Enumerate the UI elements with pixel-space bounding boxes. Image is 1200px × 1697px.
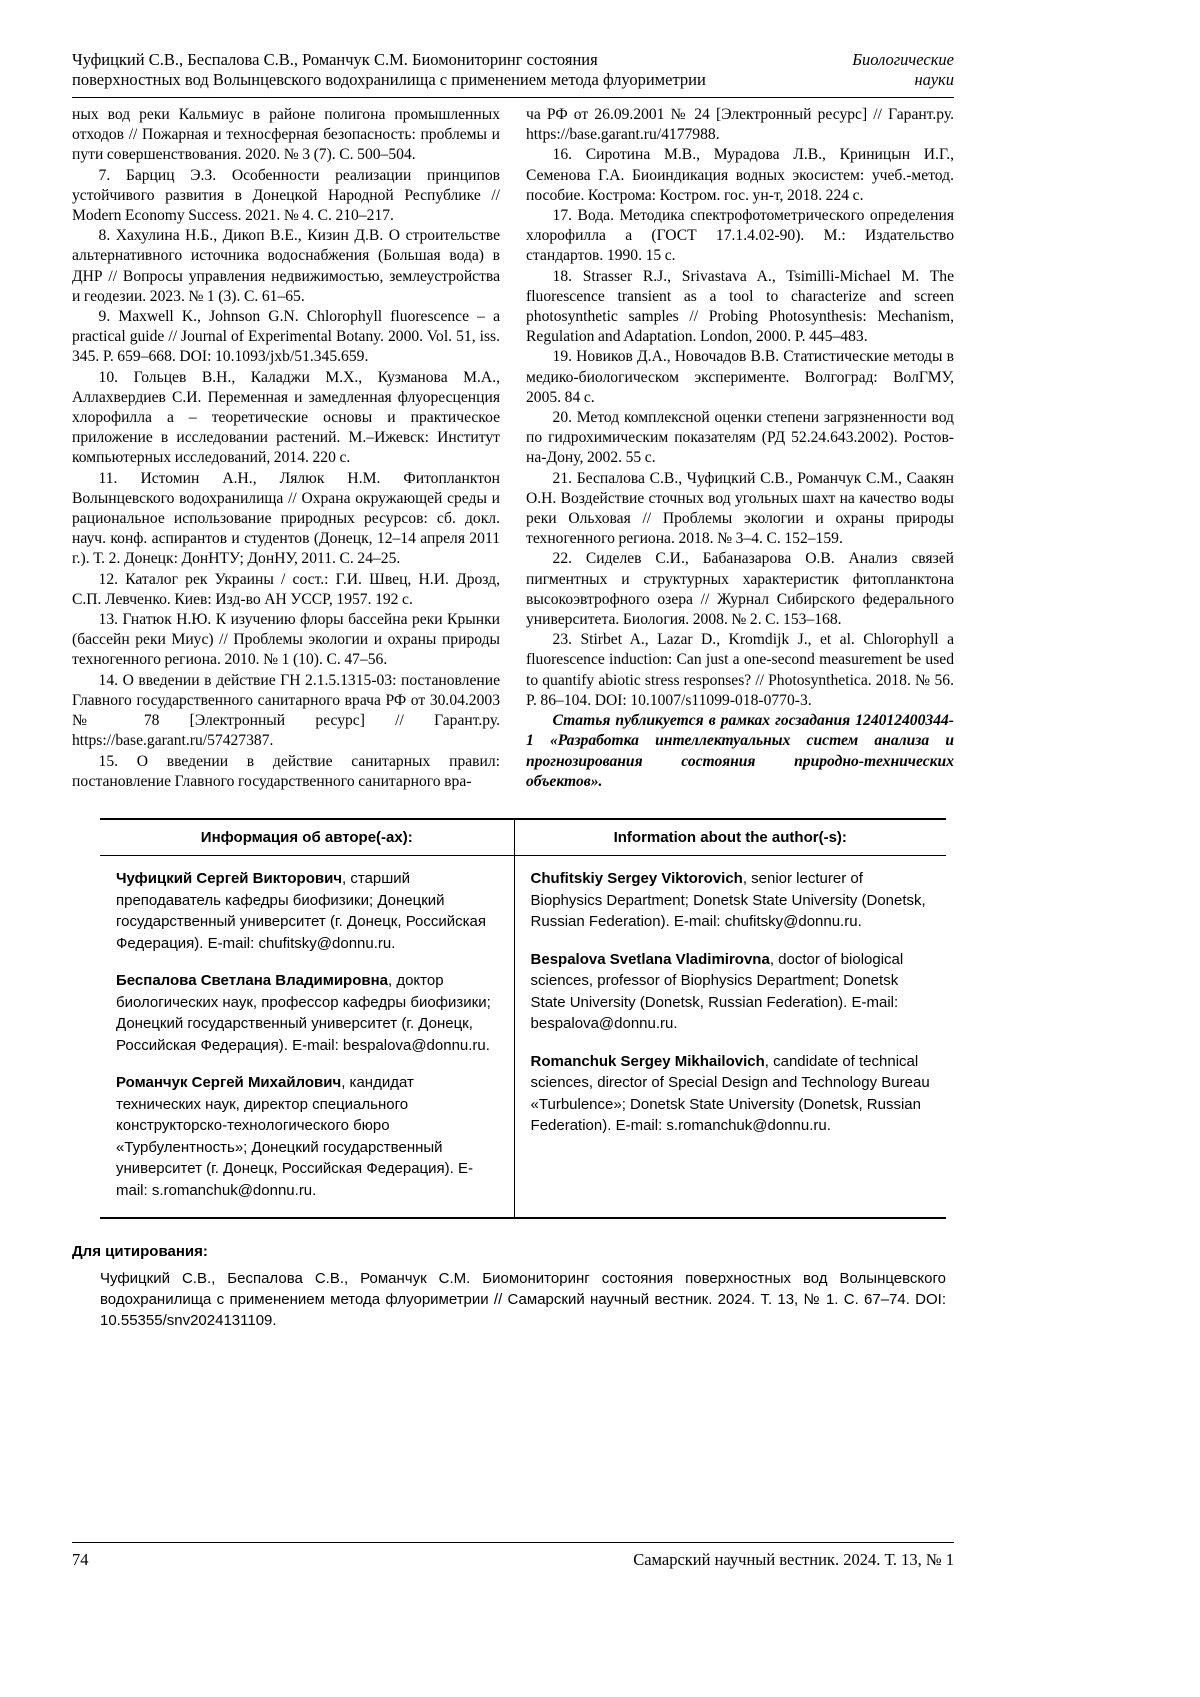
reference-entry: ных вод реки Кальмиус в районе полигона промышленных отходов // Пожарная и техносферная безопасность: проблемы и пути совершенствования. 2020. № 3 (7). С. 500–504.	[72, 106, 500, 164]
authors-table-header-en: Information about the author(-s):	[613, 828, 847, 846]
reference-entry: 22. Сиделев С.И., Бабаназарова О.В. Анализ связей пигментных и структурных характеристик фитопланктона высокоэвтрофного озера // Журнал Сибирского федерального университета. Биология. 2008. № 2. С. 153–168.	[526, 550, 954, 629]
references-list-left	[72, 105, 500, 792]
references-column-left	[72, 105, 500, 792]
section-rubric-line2: науки	[914, 70, 954, 89]
authors-info-ru	[100, 856, 515, 1217]
author-details: , candidate of technical sciences, director of Special Design and Technology Bureau «Turbulence»; Donetsk State University (Donetsk, Russian Federation). E-mail: s.romanchuk@donnu.ru.	[530, 1052, 930, 1135]
author-info-ru	[116, 868, 498, 954]
author-name: Bespalova Svetlana Vladimirovna	[530, 950, 770, 968]
authors-table	[100, 818, 946, 1220]
journal-reference: Самарский научный вестник. 2024. Т. 13, № 1	[633, 1550, 954, 1569]
running-head-title-line1: Чуфицкий С.В., Беспалова С.В., Романчук С.М. Биомониторинг состояния	[72, 50, 598, 69]
reference-entry: 16. Сиротина М.В., Мурадова Л.В., Криницын И.Г., Семенова Г.А. Биоиндикация водных экосистем: учеб.-метод. пособие. Кострома: Костром. гос. ун-т, 2018. 224 с.	[526, 146, 954, 204]
authors-table-body-row	[100, 856, 946, 1217]
author-info-en	[531, 949, 930, 1035]
author-details: , кандидат технических наук, директор специального конструкторско-технологического бюро «Турбулентность»; Донецкий государственный университет (г. Донецк, Российская Федерация). E-mail: s.romanchuk@donnu.ru.	[116, 1074, 473, 1199]
references-column-right	[526, 105, 954, 792]
reference-entry: 13. Гнатюк Н.Ю. К изучению флоры бассейна реки Крынки (бассейн реки Миус) // Проблемы экологии и охраны природы техногенного региона. 2010. № 1 (10). С. 47–56.	[72, 611, 500, 669]
reference-entry: 10. Гольцев В.Н., Каладжи М.Х., Кузманова М.А., Аллахвердиев С.И. Переменная и замедленная флуоресценция хлорофилла а – теоретические основы и практическое приложение в исследовании растений. М.–Ижевск: Институт компьютерных исследований, 2014. 220 с.	[72, 368, 500, 467]
references-list-right	[526, 105, 954, 711]
authors-info-en	[515, 856, 946, 1217]
running-head-title	[72, 50, 706, 90]
author-details: , старший преподаватель кафедры биофизики; Донецкий государственный университет (г. Донецк, Российская Федерация). E-mail: chufitsky@donnu.ru.	[116, 870, 486, 952]
reference-entry: 20. Метод комплексной оценки степени загрязненности вод по гидрохимическим показателям (РД 52.24.643.2002). Ростов-на-Дону, 2002. 55 с.	[526, 409, 954, 467]
page-number: 74	[72, 1550, 89, 1569]
reference-entry: 7. Барциц Э.З. Особенности реализации принципов устойчивого развития в Донецкой Народной Республике // Modern Economy Success. 2021. № 4. С. 210–217.	[72, 166, 500, 225]
author-info-ru	[116, 970, 498, 1056]
reference-entry: 12. Каталог рек Украины / сост.: Г.И. Швец, Н.И. Дрозд, С.П. Левченко. Киев: Изд-во АН УССР, 1957. 192 с.	[72, 570, 500, 608]
reference-entry: 21. Беспалова С.В., Чуфицкий С.В., Романчук С.М., Саакян О.Н. Воздействие сточных вод угольных шахт на качество воды реки Ольховая // Проблемы экологии и охраны природы техногенного региона. 2018. № 3–4. С. 152–159.	[526, 469, 954, 548]
author-info-en	[531, 1051, 930, 1137]
author-name: Chufitskiy Sergey Viktorovich	[530, 870, 743, 888]
reference-entry: 11. Истомин А.Н., Лялюк Н.М. Фитопланктон Волынцевского водохранилища // Охрана окружающей среды и рациональное использование природных ресурсов: сб. докл. науч. конф. аспирантов и студентов (Донецк, 12–14 апреля 2011 г.). Т. 2. Донецк: ДонНТУ; ДонНУ, 2011. С. 24–25.	[72, 469, 500, 568]
running-head	[72, 50, 954, 98]
reference-entry: 14. О введении в действие ГН 2.1.5.1315-03: постановление Главного государственного санитарного врача РФ от 30.04.2003 № 78 [Электронный ресурс] // Гарант.ру. https://base.garant.ru/57427387.	[72, 671, 500, 750]
author-name: Чуфицкий Сергей Викторович	[116, 870, 343, 888]
author-name: Беспалова Светлана Владимировна	[116, 972, 388, 990]
author-info-en	[531, 868, 930, 933]
author-name: Romanchuk Sergey Mikhailovich	[530, 1052, 765, 1070]
references-section	[72, 105, 954, 792]
reference-entry: 19. Новиков Д.А., Новочадов В.В. Статистические методы в медико-биологическом эксперименте. Волгоград: ВолГМУ, 2005. 84 с.	[526, 348, 954, 406]
running-head-title-line2: поверхностных вод Волынцевского водохранилища с применением метода флуориметрии	[72, 70, 706, 89]
citation-label: Для цитирования:	[72, 1243, 208, 1261]
author-info-ru	[116, 1072, 498, 1201]
grant-note: Статья публикуется в рамках госзадания 124012400344-1 «Разработка интеллектуальных систем анализа и прогнозирования состояния природно-технических объектов».	[526, 712, 954, 790]
section-rubric	[832, 50, 954, 90]
author-details: , senior lecturer of Biophysics Department; Donetsk State University (Donetsk, Russian Federation). E-mail: chufitsky@donnu.ru.	[530, 870, 926, 931]
reference-entry: 15. О введении в действие санитарных правил: постановление Главного государственного санитарного вра-	[72, 752, 500, 790]
author-name: Романчук Сергей Михайлович	[116, 1074, 342, 1092]
citation-text: Чуфицкий С.В., Беспалова С.В., Романчук С.М. Биомониторинг состояния поверхностных вод Волынцевского водохранилища с применением метода флуориметрии // Самарский научный вестник. 2024. Т. 13, № 1. С. 67–74. DOI: 10.55355/snv2024131109.	[100, 1270, 946, 1330]
reference-entry: 9. Maxwell K., Johnson G.N. Chlorophyll fluorescence – a practical guide // Journal of Experimental Botany. 2000. Vol. 51, iss. 345. P. 659–668. DOI: 10.1093/jxb/51.345.659.	[72, 308, 500, 366]
authors-table-header-ru: Информация об авторе(-ах):	[100, 820, 515, 856]
reference-entry: ча РФ от 26.09.2001 № 24 [Электронный ресурс] // Гарант.ру. https://base.garant.ru/4177988.	[526, 106, 954, 144]
authors-table-header-row	[100, 820, 946, 857]
reference-entry: 17. Вода. Методика спектрофотометрического определения хлорофилла а (ГОСТ 17.1.4.02-90). М.: Издательство стандартов. 1990. 15 с.	[526, 207, 954, 265]
author-details: , doctor of biological sciences, professor of Biophysics Department; Donetsk State University (Donetsk, Russian Federation). E-mail: bespalova@donnu.ru.	[530, 950, 904, 1033]
page-content	[72, 50, 954, 1331]
reference-entry: 8. Хахулина Н.Б., Дикоп В.Е., Кизин Д.В. О строительстве альтернативного источника водоснабжения (Большая вода) в ДНР // Вопросы управления недвижимостью, землеустройства и геодезии. 2023. № 1 (3). С. 61–65.	[72, 227, 500, 305]
page-footer	[72, 1542, 954, 1570]
reference-entry: 18. Strasser R.J., Srivastava A., Tsimilli-Michael M. The fluorescence transient as a tool to characterize and screen photosynthetic samples // Probing Photosynthesis: Mechanism, Regulation and Adaptation. London, 2000. P. 445–483.	[526, 267, 954, 346]
author-details: , доктор биологических наук, профессор кафедры биофизики; Донецкий государственный университет (г. Донецк, Российская Федерация). E-mail: bespalova@donnu.ru.	[116, 972, 491, 1054]
section-rubric-line1: Биологические	[852, 50, 954, 69]
citation-block	[72, 1241, 954, 1331]
reference-entry: 23. Stirbet A., Lazar D., Kromdijk J., et al. Chlorophyll a fluorescence induction: Can just a one-second measurement be used to quantify abiotic stress responses? // Photosynthetica. 2018. № 56. P. 86–104. DOI: 10.1007/s11099-018-0770-3.	[526, 631, 954, 709]
